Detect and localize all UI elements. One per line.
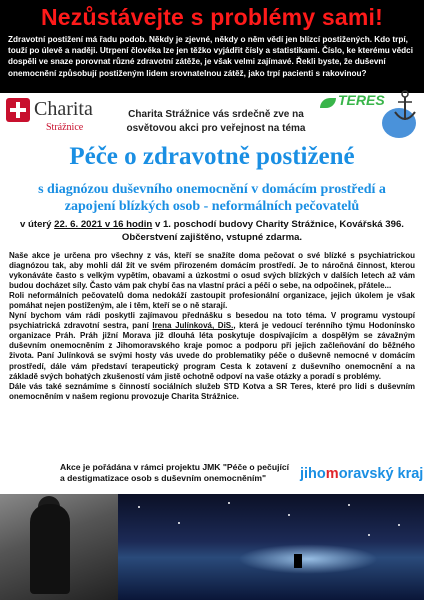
person-figure bbox=[30, 504, 70, 594]
body-paragraph-4: Dále vás také seznámíme s činností sociálních služeb STD Kotva a SR Teres, které pro lidi s duševním onemocněním v našem regionu provozuje Charita Strážnice. bbox=[9, 381, 415, 401]
event-place: v 1. poschodí budovy Charity Strážnice, Kovářská 396. bbox=[154, 219, 404, 230]
kraj-part2: m bbox=[325, 466, 339, 482]
kraj-part3: oravský kraj bbox=[338, 466, 424, 482]
anchor-icon bbox=[392, 90, 418, 124]
star bbox=[178, 522, 180, 524]
intro-text: Zdravotní postižení má řadu podob. Někdy je zjevné, někdy o něm vědí jen blízcí postižených. Kdo trpí, touží po úlevě a naději. Utrpení člověka lze jen těžko vyjádřit čísly a statistikami. Číslo, ke kterému vědci dospěli ve snaze porovnat různé zdravotní zátěže, je však velmi zajímavé. Řekli byste, že duševní onemocnění způsobují postiženým lidem srovnatelnou zátěž, jako trpí pacienti s rakovinou? bbox=[8, 35, 413, 78]
kraj-part1: jiho bbox=[300, 466, 326, 482]
event-note: Občerstvení zajištěno, vstupné zdarma. bbox=[121, 232, 303, 243]
cross-icon bbox=[6, 98, 30, 122]
body-p3-rest: , která je vedoucí terénního týmu Hodonínsko organizace Práh. Práh jižní Morava již dlouhá léta poskytuje dospívajícím a dospělým se závažným duševním onemocněním z Jihomoravského kraje pomoc a podporu při jejich začleňování do běžného života. Paní Julínková se svými hosty vás uvede do problematiky péče o duševně nemocné v domácím prostředí, dále vám představí terapeutický program Cesta k zotavení z duševního onemocnění a na základě svých bohatých zkušeností vám jistě ochotně odpoví na vaše otázky a poradí s problémy. bbox=[9, 321, 415, 381]
teres-logo-name: TERES bbox=[338, 92, 385, 108]
invitation-text: Charita Strážnice vás srdečně zve na osvětovou akci pro veřejnost na téma bbox=[126, 109, 306, 134]
event-title: Péče o zdravotně postižené bbox=[69, 143, 355, 170]
body-paragraph-3 bbox=[9, 311, 415, 381]
charita-logo-name: Charita bbox=[34, 98, 93, 120]
body-p3-start: Nyní bychom vám rádi poskytli zajímavou přednášku s besedou na toto téma. V programu vystoupí psychiatrická zdravotní sestra, paní bbox=[9, 311, 415, 331]
teres-logo bbox=[318, 90, 420, 136]
body-paragraph-2: Roli neformálních pečovatelů doma nedokáží zastoupit profesionální organizace, jejich úkolem je však pomáhat nejen postiženým, ale i těm, kteří se o ně starají. bbox=[9, 291, 415, 311]
star bbox=[348, 504, 350, 506]
star bbox=[368, 534, 370, 536]
project-note: Akce je pořádána v rámci projektu JMK "Péče o pečující a destigmatizace osob s duševním onemocněním" bbox=[60, 462, 290, 483]
body-paragraph-1: Naše akce je určena pro všechny z vás, kteří se snažíte doma pečovat o své blízké s psychiatrickou diagnózou tak, aby mohli dál žít ve svém přirozeném domácím prostředí. Je to náročná činnost, kterou vykonáváte často s velkým vypětím, obavami a úzkostmi o osud svých blízkých v dalších letech až vám budou docházet síly. Často vám pak chybí čas na vlastní práci a péči o sebe, na odpočinek, přátele... bbox=[9, 251, 415, 291]
charita-logo-sub: Strážnice bbox=[46, 122, 84, 133]
photo-night-sea bbox=[118, 494, 424, 600]
leaf-icon bbox=[320, 98, 336, 108]
when-prefix: v úterý bbox=[20, 219, 52, 230]
speaker-name: Irena Julínková, DiS. bbox=[152, 321, 234, 331]
event-date: 22. 6. 2021 v 16 hodin bbox=[54, 219, 153, 230]
horizon-glow bbox=[238, 544, 378, 574]
boat-silhouette bbox=[294, 554, 302, 568]
event-subtitle: s diagnózou duševního onemocnění v domácím prostředí a zapojení blízkých osob - neformálních pečovatelů bbox=[38, 182, 386, 214]
body-text bbox=[9, 251, 415, 402]
header-banner bbox=[0, 0, 424, 93]
star bbox=[398, 524, 400, 526]
star bbox=[288, 514, 290, 516]
photo-person bbox=[0, 494, 118, 600]
star bbox=[228, 502, 230, 504]
headline: Nezůstávejte s problémy sami! bbox=[41, 4, 383, 30]
star bbox=[138, 506, 140, 508]
charita-logo bbox=[6, 98, 92, 144]
event-when bbox=[10, 218, 414, 244]
jmk-logo bbox=[300, 466, 423, 482]
